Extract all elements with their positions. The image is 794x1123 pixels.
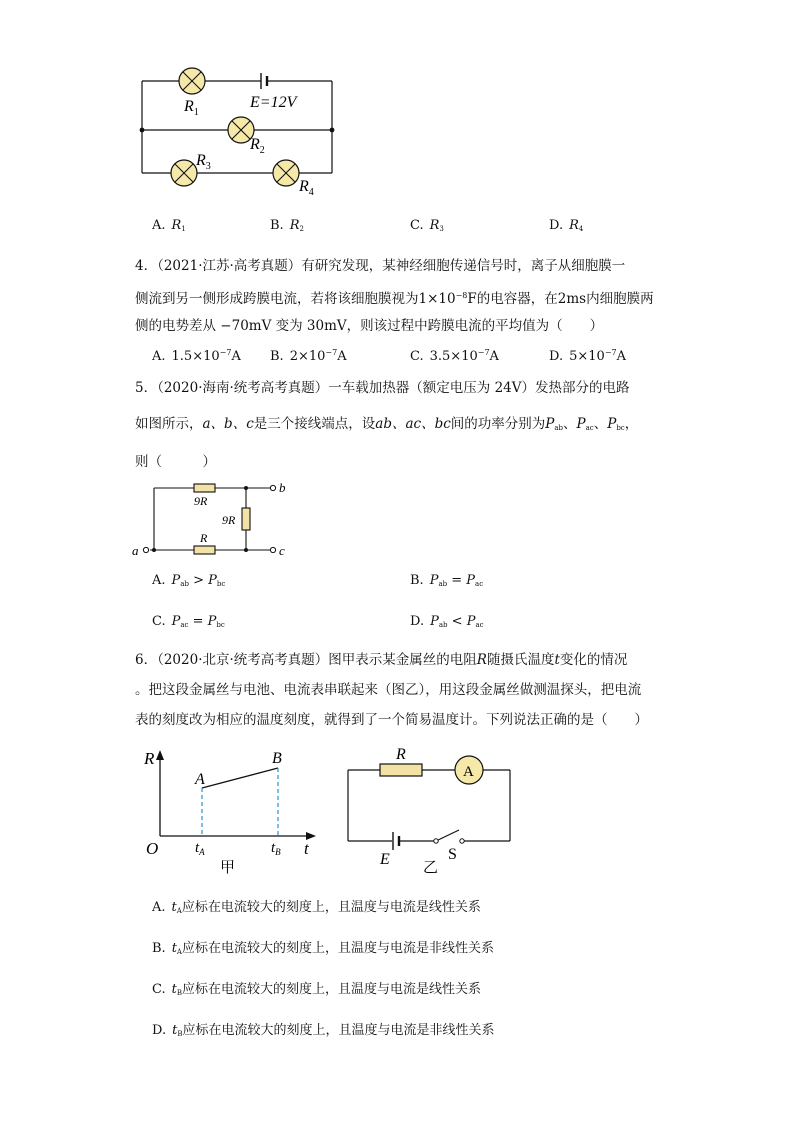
q4-option-b[interactable]: B. $2\times 10^{-7}A$ bbox=[270, 348, 347, 364]
q3-option-d[interactable]: D. $R_4$ bbox=[549, 218, 584, 233]
q3-option-c[interactable]: C. $R_3$ bbox=[410, 218, 444, 233]
graph-point-a: A bbox=[195, 771, 205, 788]
q5-option-d[interactable]: D. $P_{ab} < P_{ac}$ bbox=[410, 614, 484, 629]
q5-terminal-b: b bbox=[279, 480, 286, 495]
graph-caption: 甲 bbox=[220, 860, 236, 876]
lamp-r4-icon bbox=[273, 160, 299, 186]
q4-option-d[interactable]: D. $5\times 10^{-7}A$ bbox=[549, 348, 626, 364]
q5-circuit-figure bbox=[130, 478, 295, 558]
q6-circuit-switch-label: S bbox=[448, 846, 457, 863]
q5-terminal-c: c bbox=[279, 543, 285, 558]
graph-point-b: B bbox=[272, 750, 282, 767]
q6-line-2: 。把这段金属丝与电池、电流表串联起来（图乙），用这段金属丝做测温探头，把电流 bbox=[135, 682, 642, 698]
q3-label-emf: E=12V bbox=[250, 94, 297, 111]
q4-line-3: 侧的电势差从 −70mV 变为 30mV，则该过程中跨膜电流的平均值为（ ） bbox=[135, 318, 604, 334]
q6-line-3: 表的刻度改为相应的温度刻度，就得到了一个简易温度计。下列说法正确的是（ ） bbox=[135, 712, 648, 728]
q5-option-c[interactable]: C. $P_{ac} = P_{bc}$ bbox=[152, 614, 225, 629]
lamp-r3-icon bbox=[171, 160, 197, 186]
q6-resistor-icon bbox=[380, 764, 422, 776]
q6-option-c[interactable]: C. $t_B$应标在电流较大的刻度上，且温度与电流是线性关系 bbox=[152, 982, 482, 997]
q4-line-2: 侧流到另一侧形成跨膜电流，若将该细胞膜视为$1\times 10^{-8}F$的电容器，在2ms内细胞膜两 bbox=[135, 291, 654, 307]
ammeter-label: A bbox=[463, 764, 474, 780]
q5-option-b[interactable]: B. $P_{ab} = P_{ac}$ bbox=[410, 573, 484, 588]
q6-option-b[interactable]: B. $t_A$应标在电流较大的刻度上，且温度与电流是非线性关系 bbox=[152, 941, 494, 956]
q3-label-r1: $R_1$ bbox=[184, 98, 199, 118]
q4-line-1: 4．（2021·江苏·高考真题）有研究发现，某神经细胞传递信号时，离子从细胞膜一 bbox=[135, 258, 626, 274]
q3-label-r2: $R_2$ bbox=[250, 136, 265, 156]
q3-label-r4: $R_4$ bbox=[299, 178, 314, 198]
q6-graph-jia bbox=[140, 742, 325, 882]
y-axis-arrow-icon bbox=[156, 750, 164, 760]
q4-option-a[interactable]: A. $1.5\times 10^{-7}A$ bbox=[152, 348, 241, 364]
q5-line-1: 5．（2020·海南·统考高考真题）一车载加热器（额定电压为 24V）发热部分的电路 bbox=[135, 380, 630, 396]
q6-circuit-r-label: R bbox=[396, 746, 406, 763]
q3-circuit-figure bbox=[130, 64, 345, 199]
lamp-r1-icon bbox=[179, 68, 205, 94]
q6-line-1: 6．（2020·北京·统考高考真题）图甲表示某金属丝的电阻R随摄氏温度t变化的情况 bbox=[135, 652, 628, 668]
graph-tick-tb: $t_B$ bbox=[271, 840, 281, 857]
q3-option-a[interactable]: A. $R_1$ bbox=[152, 218, 186, 233]
q4-option-c[interactable]: C. $3.5\times 10^{-7}A$ bbox=[410, 348, 499, 364]
q5-label-bottom-resistor: R bbox=[200, 531, 208, 545]
graph-origin-label: O bbox=[146, 839, 159, 858]
q5-label-top-resistor: 9R bbox=[194, 494, 208, 508]
q5-option-a[interactable]: A. $P_{ab} > P_{bc}$ bbox=[152, 573, 226, 588]
q6-option-a[interactable]: A. $t_A$应标在电流较大的刻度上，且温度与电流是线性关系 bbox=[152, 900, 481, 915]
q6-circuit-yi bbox=[340, 742, 520, 882]
q6-circuit-caption: 乙 bbox=[423, 860, 439, 876]
q5-line-3: 则（ ） bbox=[135, 454, 216, 470]
q6-circuit-e-label: E bbox=[380, 851, 390, 868]
graph-x-label: t bbox=[304, 839, 309, 858]
q5-line-2: 如图所示，a、b、c是三个接线端点，设ab、ac、bc间的功率分别为$P_{ab}$、$P_{ac}$、$P_{bc}$， bbox=[135, 416, 639, 432]
q5-label-middle-resistor: 9R bbox=[222, 513, 236, 527]
resistance-line bbox=[202, 768, 278, 788]
graph-tick-ta: $t_A$ bbox=[195, 840, 205, 857]
q3-label-r3: $R_3$ bbox=[196, 152, 211, 172]
q6-option-d[interactable]: D. $t_B$应标在电流较大的刻度上，且温度与电流是非线性关系 bbox=[152, 1023, 495, 1038]
graph-y-label: R bbox=[144, 749, 155, 768]
q3-option-b[interactable]: B. $R_2$ bbox=[270, 218, 304, 233]
q5-terminal-a: a bbox=[132, 543, 139, 558]
